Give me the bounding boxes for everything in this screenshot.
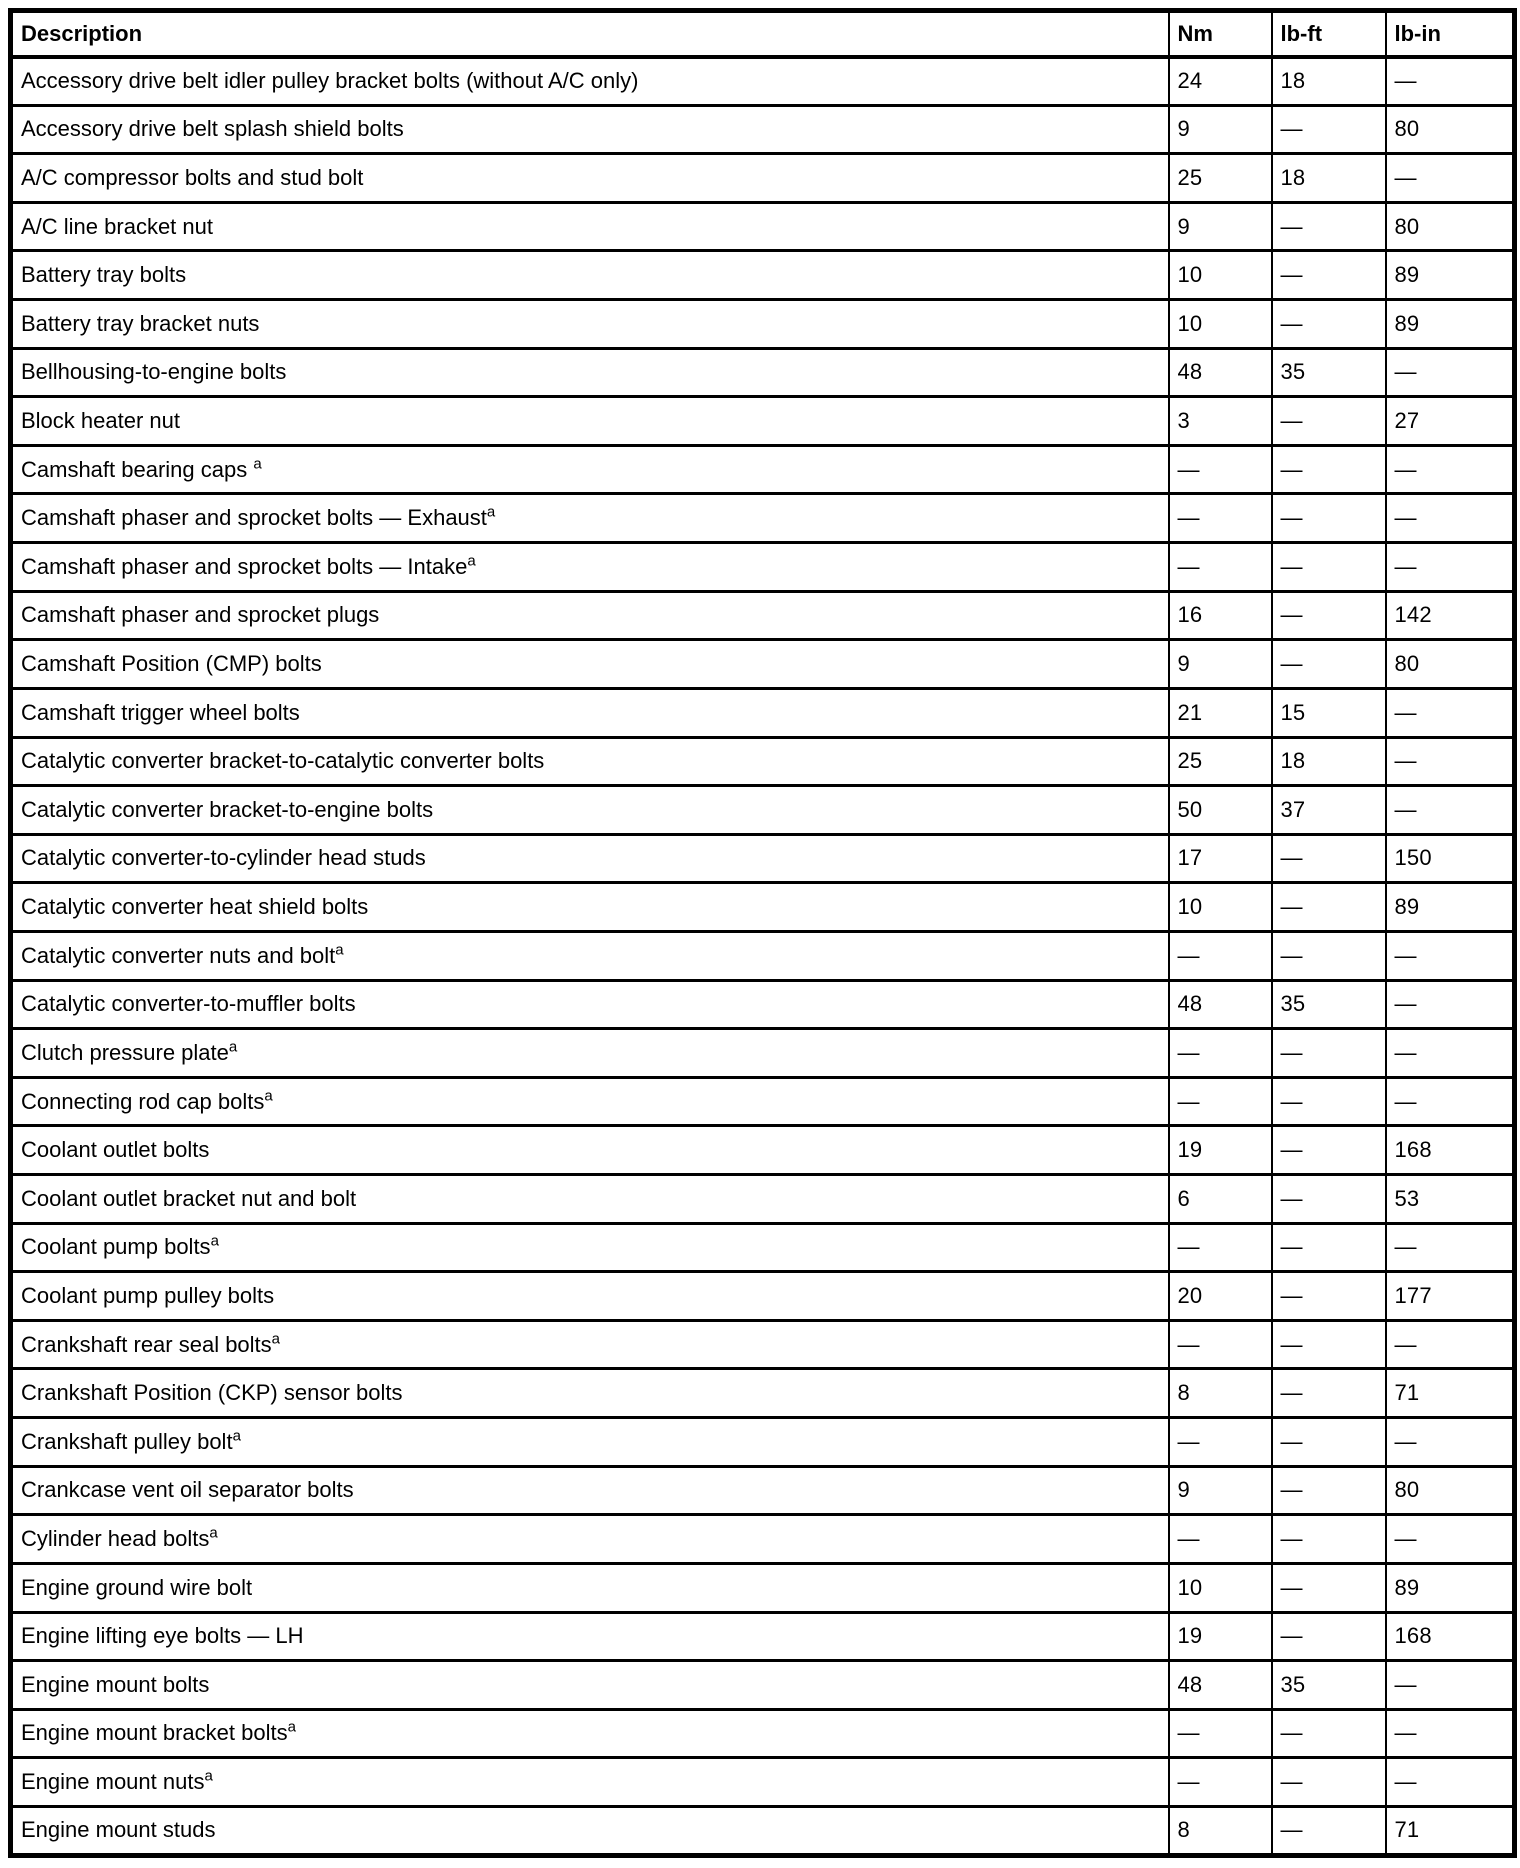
lb-ft-cell: 18 [1272,57,1386,106]
table-row [11,494,1515,543]
description-cell [11,494,1169,543]
nm-cell: — [1169,543,1272,592]
table-row [11,397,1515,446]
lb-ft-cell: 37 [1272,786,1386,835]
description-text: Camshaft phaser and sprocket plugs [21,602,380,628]
table-row [11,591,1515,640]
lb-ft-cell: — [1272,1223,1386,1272]
description-cell [11,1466,1169,1515]
lb-ft-cell: — [1272,834,1386,883]
description-text: Coolant outlet bolts [21,1137,210,1163]
header-description: Description [11,11,1169,57]
lb-ft-cell: — [1272,251,1386,300]
nm-cell: — [1169,1223,1272,1272]
description-text: Engine mount bracket bolts [21,1720,288,1746]
description-cell [11,1175,1169,1224]
lb-in-cell: 89 [1386,300,1515,349]
header-nm: Nm [1169,11,1272,57]
lb-in-cell: 168 [1386,1126,1515,1175]
lb-ft-cell: — [1272,1418,1386,1467]
nm-cell: 9 [1169,1466,1272,1515]
description-text: Engine ground wire bolt [21,1574,253,1600]
table-row [11,834,1515,883]
description-cell [11,1806,1169,1855]
lb-ft-cell: — [1272,105,1386,154]
description-text: Battery tray bolts [21,262,187,288]
description-cell [11,1126,1169,1175]
description-cell [11,543,1169,592]
footnote-marker: a [335,941,344,959]
nm-cell: 48 [1169,348,1272,397]
description-cell [11,883,1169,932]
description-text: Block heater nut [21,407,180,433]
lb-ft-cell: 15 [1272,688,1386,737]
description-text: Connecting rod cap bolts [21,1088,265,1114]
table-row [11,1612,1515,1661]
description-text: Catalytic converter bracket-to-engine bolts [21,796,434,822]
description-cell [11,931,1169,980]
footnote-marker: a [204,1767,213,1785]
nm-cell: — [1169,1758,1272,1807]
lb-in-cell: — [1386,154,1515,203]
description-text: Crankshaft rear seal bolts [21,1331,272,1357]
nm-cell: 20 [1169,1272,1272,1321]
lb-ft-cell: — [1272,1126,1386,1175]
table-body [11,57,1515,1856]
lb-in-cell: — [1386,348,1515,397]
nm-cell: — [1169,1320,1272,1369]
description-cell [11,834,1169,883]
description-text: Catalytic converter nuts and bolt [21,942,336,968]
lb-ft-cell: — [1272,1466,1386,1515]
description-text: Catalytic converter-to-muffler bolts [21,991,356,1017]
lb-ft-cell: — [1272,883,1386,932]
description-cell [11,105,1169,154]
footnote-marker: a [287,1719,296,1737]
lb-in-cell: — [1386,1223,1515,1272]
lb-in-cell: — [1386,737,1515,786]
description-text: Camshaft trigger wheel bolts [21,699,300,725]
lb-in-cell: — [1386,1077,1515,1126]
lb-ft-cell: — [1272,931,1386,980]
lb-ft-cell: — [1272,1612,1386,1661]
footnote-marker: a [467,552,476,570]
table-row [11,1661,1515,1710]
lb-in-cell: 71 [1386,1369,1515,1418]
table-row [11,543,1515,592]
table-row [11,1223,1515,1272]
nm-cell: 17 [1169,834,1272,883]
nm-cell: 19 [1169,1126,1272,1175]
footnote-marker: a [264,1087,273,1105]
lb-ft-cell: — [1272,1758,1386,1807]
nm-cell: 48 [1169,980,1272,1029]
nm-cell: 24 [1169,57,1272,106]
footnote-marker: a [253,455,262,473]
nm-cell: — [1169,445,1272,494]
nm-cell: 9 [1169,105,1272,154]
table-row [11,57,1515,106]
description-cell [11,445,1169,494]
lb-in-cell: — [1386,688,1515,737]
lb-in-cell: — [1386,931,1515,980]
description-text: Engine lifting eye bolts — LH [21,1623,304,1649]
lb-ft-cell: 18 [1272,154,1386,203]
table-header [11,11,1515,57]
table-row [11,1369,1515,1418]
lb-ft-cell: 35 [1272,348,1386,397]
nm-cell: 3 [1169,397,1272,446]
description-cell [11,1612,1169,1661]
description-text: Catalytic converter-to-cylinder head studs [21,845,426,871]
table-row [11,154,1515,203]
lb-in-cell: 80 [1386,640,1515,689]
lb-in-cell: 89 [1386,1563,1515,1612]
lb-ft-cell: 18 [1272,737,1386,786]
table-row [11,1272,1515,1321]
table-row [11,931,1515,980]
table-row [11,1175,1515,1224]
lb-in-cell: — [1386,1661,1515,1710]
lb-in-cell: 27 [1386,397,1515,446]
lb-in-cell: — [1386,1029,1515,1078]
lb-ft-cell: — [1272,1320,1386,1369]
header-row [11,11,1515,57]
footnote-marker: a [486,503,496,521]
table-row [11,737,1515,786]
footnote-marker: a [209,1524,218,1542]
lb-ft-cell: — [1272,1077,1386,1126]
lb-ft-cell: 35 [1272,980,1386,1029]
lb-in-cell: — [1386,1709,1515,1758]
description-cell [11,154,1169,203]
table-row [11,980,1515,1029]
lb-in-cell: 80 [1386,202,1515,251]
description-text: Engine mount bolts [21,1671,210,1697]
table-row [11,1029,1515,1078]
nm-cell: 10 [1169,300,1272,349]
description-cell [11,202,1169,251]
description-text: Accessory drive belt splash shield bolts [21,116,404,142]
table-row [11,1320,1515,1369]
description-text: Camshaft bearing caps [21,456,254,482]
description-text: Cylinder head bolts [21,1525,210,1551]
description-text: Crankshaft Position (CKP) sensor bolts [21,1380,403,1406]
lb-in-cell: 142 [1386,591,1515,640]
lb-in-cell: 80 [1386,1466,1515,1515]
description-text: Camshaft phaser and sprocket bolts — Intake [21,553,468,579]
nm-cell: — [1169,1709,1272,1758]
nm-cell: 16 [1169,591,1272,640]
nm-cell: — [1169,1029,1272,1078]
lb-in-cell: — [1386,1418,1515,1467]
lb-ft-cell: — [1272,543,1386,592]
lb-in-cell: — [1386,980,1515,1029]
nm-cell: 10 [1169,1563,1272,1612]
nm-cell: 10 [1169,883,1272,932]
description-text: Engine mount nuts [21,1769,205,1795]
lb-in-cell: 89 [1386,251,1515,300]
table-row [11,445,1515,494]
description-text: Accessory drive belt idler pulley bracket bolts (without A/C only) [21,67,639,93]
nm-cell: — [1169,931,1272,980]
table-row [11,1806,1515,1855]
description-text: Engine mount studs [21,1817,216,1843]
header-lb-in: lb-in [1386,11,1515,57]
lb-in-cell: — [1386,1758,1515,1807]
lb-ft-cell: — [1272,494,1386,543]
lb-ft-cell: 35 [1272,1661,1386,1710]
description-cell [11,1418,1169,1467]
nm-cell: 48 [1169,1661,1272,1710]
description-cell [11,980,1169,1029]
description-cell [11,1272,1169,1321]
description-cell [11,1223,1169,1272]
nm-cell: 21 [1169,688,1272,737]
table-row [11,1563,1515,1612]
description-text: Coolant pump bolts [21,1234,211,1260]
description-cell [11,300,1169,349]
table-row [11,1466,1515,1515]
description-text: A/C line bracket nut [21,213,213,239]
description-text: Bellhousing-to-engine bolts [21,359,287,385]
description-text: Camshaft Position (CMP) bolts [21,651,322,677]
description-text: Catalytic converter heat shield bolts [21,894,369,920]
description-cell [11,1515,1169,1564]
nm-cell: — [1169,1077,1272,1126]
description-text: Camshaft phaser and sprocket bolts — Exhaust [21,505,487,531]
nm-cell: 10 [1169,251,1272,300]
lb-in-cell: — [1386,445,1515,494]
description-text: Clutch pressure plate [21,1039,229,1065]
description-cell [11,57,1169,106]
lb-ft-cell: — [1272,640,1386,689]
lb-in-cell: — [1386,1320,1515,1369]
lb-ft-cell: — [1272,591,1386,640]
description-cell [11,348,1169,397]
description-cell [11,251,1169,300]
table-row [11,786,1515,835]
lb-ft-cell: — [1272,1175,1386,1224]
lb-ft-cell: — [1272,1515,1386,1564]
footnote-marker: a [210,1233,219,1250]
description-cell [11,640,1169,689]
description-text: Catalytic converter bracket-to-catalytic converter bolts [21,748,545,774]
nm-cell: 9 [1169,640,1272,689]
description-text: Crankshaft pulley bolt [21,1428,233,1454]
lb-in-cell: 53 [1386,1175,1515,1224]
nm-cell: 25 [1169,737,1272,786]
torque-spec-table [8,8,1517,1858]
nm-cell: — [1169,1515,1272,1564]
lb-ft-cell: — [1272,1709,1386,1758]
description-cell [11,1320,1169,1369]
table-row [11,883,1515,932]
table-row [11,640,1515,689]
table-row [11,1758,1515,1807]
footnote-marker: a [232,1427,241,1445]
description-cell [11,688,1169,737]
table-row [11,300,1515,349]
description-cell [11,1369,1169,1418]
lb-in-cell: — [1386,786,1515,835]
lb-in-cell: 150 [1386,834,1515,883]
nm-cell: 8 [1169,1369,1272,1418]
lb-in-cell: 177 [1386,1272,1515,1321]
table-row [11,1709,1515,1758]
table-row [11,1077,1515,1126]
nm-cell: 25 [1169,154,1272,203]
lb-ft-cell: — [1272,1563,1386,1612]
table-row [11,1515,1515,1564]
description-text: Coolant outlet bracket nut and bolt [21,1185,357,1211]
description-cell [11,1758,1169,1807]
description-cell [11,591,1169,640]
lb-in-cell: — [1386,494,1515,543]
lb-in-cell: 71 [1386,1806,1515,1855]
table-row [11,688,1515,737]
description-cell [11,737,1169,786]
lb-ft-cell: — [1272,1369,1386,1418]
description-text: Battery tray bracket nuts [21,310,260,336]
description-cell [11,1563,1169,1612]
lb-in-cell: — [1386,1515,1515,1564]
table-row [11,348,1515,397]
nm-cell: 50 [1169,786,1272,835]
lb-ft-cell: — [1272,397,1386,446]
lb-in-cell: — [1386,543,1515,592]
nm-cell: — [1169,494,1272,543]
table-row [11,251,1515,300]
lb-in-cell: 80 [1386,105,1515,154]
nm-cell: 6 [1169,1175,1272,1224]
footnote-marker: a [271,1330,281,1348]
nm-cell: — [1169,1418,1272,1467]
nm-cell: 8 [1169,1806,1272,1855]
nm-cell: 9 [1169,202,1272,251]
description-text: Crankcase vent oil separator bolts [21,1477,354,1503]
description-cell [11,397,1169,446]
lb-in-cell: 89 [1386,883,1515,932]
table-row [11,105,1515,154]
description-cell [11,786,1169,835]
lb-ft-cell: — [1272,445,1386,494]
lb-ft-cell: — [1272,300,1386,349]
lb-ft-cell: — [1272,1272,1386,1321]
nm-cell: 19 [1169,1612,1272,1661]
table-row [11,202,1515,251]
header-lb-ft: lb-ft [1272,11,1386,57]
lb-ft-cell: — [1272,1806,1386,1855]
footnote-marker: a [228,1038,238,1056]
description-text: A/C compressor bolts and stud bolt [21,164,364,190]
description-cell [11,1709,1169,1758]
description-text: Coolant pump pulley bolts [21,1282,275,1308]
lb-ft-cell: — [1272,1029,1386,1078]
table-row [11,1418,1515,1467]
description-cell [11,1661,1169,1710]
description-cell [11,1029,1169,1078]
table-row [11,1126,1515,1175]
description-cell [11,1077,1169,1126]
lb-in-cell: — [1386,57,1515,106]
lb-in-cell: 168 [1386,1612,1515,1661]
lb-ft-cell: — [1272,202,1386,251]
